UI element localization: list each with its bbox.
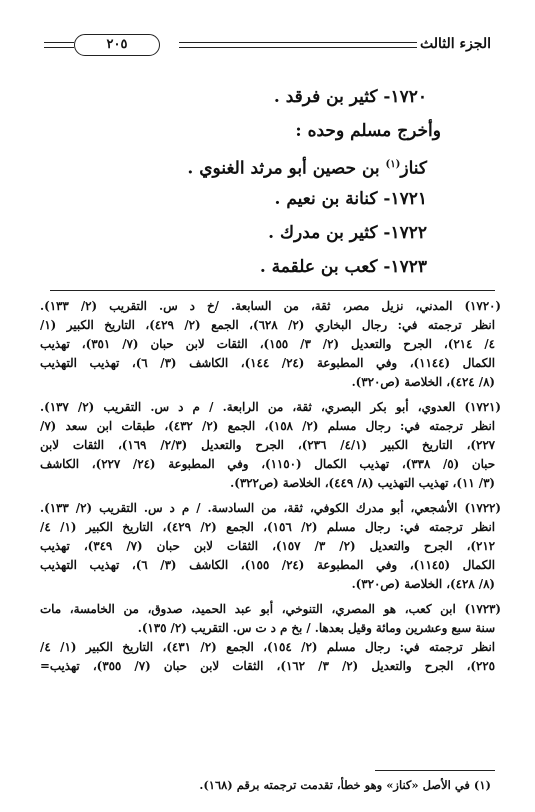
- footnote-rule: [375, 770, 495, 771]
- note-1722: [40, 499, 501, 594]
- note-line: الكمال (١١٤٤)، وفي المطبوعة (٢٤/ ١٤٤)، الكاشف (٣/ ٦)، تهذيب التهذيب: [40, 356, 496, 370]
- main-text: [40, 80, 441, 284]
- note-line: ٢٢٧)، التاريخ الكبير (٤/١/ ٢٣٦)، الجرح والتعديل (٢/٣/ ١٦٩)، الثقات لابن: [40, 438, 495, 452]
- note-line: انظر ترجمته في: رجال مسلم (٢/ ١٥٨)، الجمع (٢/ ٤٣٢)، طبقات ابن سعد (٧/: [40, 419, 495, 433]
- notes-separator: [50, 290, 495, 291]
- note-1721: [40, 398, 501, 493]
- running-header: [44, 34, 491, 60]
- muslim-heading: وأخرج مسلم وحده :: [295, 121, 441, 141]
- entry-kinaz: [40, 148, 427, 182]
- note-line: (١٧٢١) العدوي، أبو بكر البصري، ثقة، من الرابعة. / م د س. التقريب (٢/ ١٣٧).: [40, 400, 501, 414]
- entry-1723: ١٧٢٣- كعب بن علقمة .: [259, 257, 427, 277]
- note-line: حبان (٥/ ٣٣٨)، تهذيب الكمال (١١٥٠)، وفي المطبوعة (٢٤/ ٢٢٧)، الكاشف: [40, 457, 496, 471]
- note-1723: [40, 600, 501, 676]
- kinaz-name: كناز: [400, 158, 427, 179]
- note-line: (١٧٢٣) ابن كعب، هو المصري، التنوخي، أبو عبد الحميد، صدوق، من الخامسة، مات: [40, 602, 501, 616]
- note-line: الكمال (١١٤٥)، وفي المطبوعة (٢٤/ ١٥٥)، الكاشف (٣/ ٦)، تهذيب التهذيب: [40, 558, 496, 572]
- note-line: ٤/ ٢١٤)، الجرح والتعديل (٢/ ٣/ ١٥٥)، الثقات لابن حبان (٧/ ٣٥١)، تهذيب: [40, 337, 496, 351]
- entry-1720: ١٧٢٠- كثير بن فرقد .: [273, 87, 427, 107]
- notes-section: [40, 297, 501, 682]
- note-line: (٨/ ٤٢٨)، الخلاصة (ص٣٢٠).: [351, 577, 495, 591]
- note-line: ٢٢٥)، الجرح والتعديل (٢/ ٣/ ١٦٢)، الثقات لابن حبان (٧/ ٣٥٥)، تهذيب=: [40, 659, 495, 673]
- note-line: (٨/ ٤٢٤)، الخلاصة (ص٣٢٠).: [351, 375, 495, 389]
- header-rule-left: [44, 42, 74, 48]
- note-1720: [40, 297, 501, 392]
- page-number: ٢٠٥: [74, 34, 160, 56]
- note-line: (١٧٢٠) المدني، نزيل مصر، ثقة، من السابعة. /خ د س. التقريب (٢/ ١٣٣).: [40, 299, 501, 313]
- header-rule-right: [179, 42, 417, 48]
- footnote-marker: (١): [385, 159, 401, 170]
- entry-1722: ١٧٢٢- كثير بن مدرك .: [268, 223, 427, 243]
- note-line: (٣/ ١١)، تهذيب التهذيب (٨/ ٤٤٩)، الخلاصة (ص٣٢٢).: [230, 476, 495, 490]
- note-line: (١٧٢٢) الأشجعي، أبو مدرك الكوفي، ثقة، من السادسة. / م د س. التقريب (٢/ ١٣٣).: [40, 501, 501, 515]
- note-line: انظر ترجمته في: رجال البخاري (٢/ ٦٢٨)، الجمع (٢/ ٤٢٩)، التاريخ الكبير (١/: [40, 318, 495, 332]
- note-line: انظر ترجمته في: رجال مسلم (٢/ ١٥٤)، الجمع (٢/ ٤٣١)، التاريخ الكبير (١/ ٤/: [40, 640, 496, 654]
- note-line: انظر ترجمته في: رجال مسلم (٢/ ١٥٦)، الجمع (٢/ ٤٢٩)، التاريخ الكبير (١/ ٤/: [40, 520, 496, 534]
- volume-title: الجزء الثالث: [419, 36, 491, 52]
- note-line: ٢١٢)، الجرح والتعديل (٢/ ٣/ ١٥٧)، الثقات لابن حبان (٧/ ٣٤٩)، تهذيب: [40, 539, 495, 553]
- kinaz-rest: بن حصين أبو مرثد الغنوي .: [187, 158, 386, 179]
- footnote: (١) في الأصل «كناز» وهو خطأ، تقدمت ترجمته برقم (١٦٨).: [199, 778, 491, 792]
- note-line: سنة سبع وعشرين ومائة وقيل بعدها. / بخ م د ت س. التقريب (٢/ ١٣٥).: [137, 621, 495, 635]
- entry-1721: ١٧٢١- كنانة بن نعيم .: [274, 189, 427, 209]
